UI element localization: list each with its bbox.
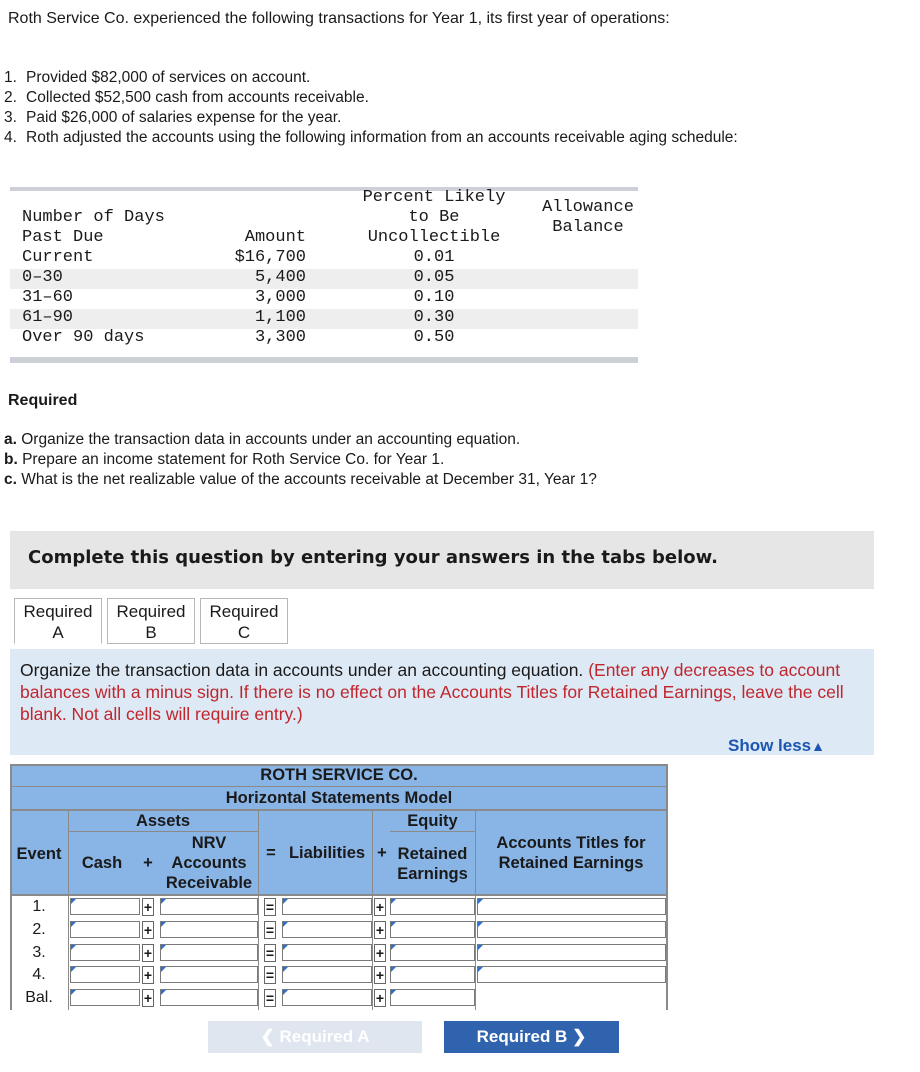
divider bbox=[390, 831, 475, 832]
equals-sign: = bbox=[265, 990, 275, 1007]
liabilities-input[interactable] bbox=[282, 898, 372, 915]
plus-sign: + bbox=[143, 899, 153, 915]
divider bbox=[10, 786, 668, 787]
cash-input[interactable] bbox=[70, 944, 140, 961]
row-shade bbox=[10, 309, 638, 329]
liabilities-input[interactable] bbox=[282, 944, 372, 961]
tab-required-b[interactable] bbox=[107, 598, 195, 644]
equals-sign: = bbox=[265, 921, 275, 938]
retained-earnings-header: Earnings bbox=[397, 865, 468, 883]
equals-sign: = bbox=[265, 899, 275, 915]
table-cell: 0.30 bbox=[413, 308, 455, 327]
plus-sign: + bbox=[143, 967, 153, 984]
plus-sign: + bbox=[375, 921, 385, 938]
nrv-accounts-receivable-input[interactable] bbox=[160, 944, 258, 961]
statements-model-table bbox=[10, 764, 668, 1010]
cash-input[interactable] bbox=[70, 921, 140, 938]
aging-schedule-table bbox=[10, 187, 638, 363]
tab-label: Required bbox=[209, 602, 279, 621]
problem-intro: Roth Service Co. experienced the following transactions for Year 1, its first year of operations: bbox=[8, 10, 670, 27]
prev-button-label: Required A bbox=[279, 1027, 370, 1046]
banner-text: Complete this question by entering your answers in the tabs below. bbox=[28, 547, 718, 568]
tab-label: Required bbox=[116, 602, 186, 621]
divider bbox=[372, 809, 373, 1010]
event-label: 2. bbox=[32, 920, 46, 938]
show-less-link[interactable] bbox=[728, 736, 825, 756]
chevron-left-icon: ❮ bbox=[260, 1027, 275, 1046]
show-less-label: Show less bbox=[728, 736, 812, 755]
liabilities-input[interactable] bbox=[282, 966, 372, 983]
event-header: Event bbox=[16, 845, 62, 863]
account-title-select[interactable] bbox=[477, 898, 666, 915]
list-item: 3. Paid $26,000 of salaries expense for the year. bbox=[4, 109, 342, 126]
next-button-label: Required B bbox=[476, 1027, 568, 1046]
instruction-main: Organize the transaction data in accounts under an accounting equation. bbox=[20, 660, 584, 680]
list-item: b. Prepare an income statement for Roth Service Co. for Year 1. bbox=[4, 451, 445, 468]
liabilities-input[interactable] bbox=[282, 989, 372, 1006]
list-item: 4. Roth adjusted the accounts using the following information from an accounts receivable aging schedule: bbox=[4, 129, 738, 146]
table-cell: 3,300 bbox=[254, 328, 306, 347]
table-cell: $16,700 bbox=[234, 248, 306, 267]
tab-required-c[interactable] bbox=[200, 598, 288, 644]
list-item: a. Organize the transaction data in accounts under an accounting equation. bbox=[4, 431, 521, 448]
event-label: 3. bbox=[32, 943, 46, 961]
nrv-header: NRV bbox=[191, 834, 227, 852]
nrv-accounts-receivable-input[interactable] bbox=[160, 921, 258, 938]
required-heading: Required bbox=[8, 392, 78, 409]
header-amount: Amount bbox=[244, 228, 306, 247]
header-percent: to Be bbox=[408, 208, 460, 227]
titles-header: Retained Earnings bbox=[498, 854, 644, 872]
table-cell: Over 90 days bbox=[22, 328, 145, 347]
table-cell: 1,100 bbox=[254, 308, 306, 327]
retained-earnings-input[interactable] bbox=[390, 898, 475, 915]
account-title-select[interactable] bbox=[477, 966, 666, 983]
account-title-select[interactable] bbox=[477, 944, 666, 961]
tab-label: Required bbox=[23, 602, 93, 621]
equity-header: Equity bbox=[407, 812, 458, 830]
cash-input[interactable] bbox=[70, 966, 140, 983]
tab-bar bbox=[14, 598, 293, 644]
plus-sign: + bbox=[143, 944, 153, 961]
retained-earnings-input[interactable] bbox=[390, 966, 475, 983]
equals-sign: = bbox=[265, 944, 275, 961]
nrv-accounts-receivable-input[interactable] bbox=[160, 966, 258, 983]
chevron-right-icon: ❯ bbox=[572, 1027, 587, 1046]
tab-label: A bbox=[52, 623, 64, 642]
plus-sign: + bbox=[375, 899, 385, 915]
nrv-accounts-receivable-input[interactable] bbox=[160, 898, 258, 915]
equals-sign: = bbox=[266, 844, 276, 862]
event-label: 4. bbox=[32, 966, 46, 984]
header-allowance: Balance bbox=[552, 218, 624, 237]
requirements-list bbox=[4, 430, 597, 490]
table-cell: 31–60 bbox=[22, 288, 74, 307]
plus-sign: + bbox=[375, 990, 385, 1007]
plus-sign: + bbox=[143, 990, 153, 1007]
assets-header: Assets bbox=[135, 812, 191, 830]
header-percent: Uncollectible bbox=[367, 228, 501, 247]
table-cell: 0.50 bbox=[413, 328, 455, 347]
instruction-note: (Enter any decreases to account balances with a minus sign. If there is no effect on the Accounts Titles for Retained Earnings, leave the cell blank. Not all cells will require entry.) bbox=[20, 660, 844, 724]
list-item: 2. Collected $52,500 cash from accounts receivable. bbox=[4, 89, 369, 106]
cash-input[interactable] bbox=[70, 989, 140, 1006]
list-item: c. What is the net realizable value of the accounts receivable at December 31, Year 1? bbox=[4, 471, 597, 488]
required-a-button[interactable] bbox=[208, 1021, 422, 1053]
header-percent: Percent Likely bbox=[362, 188, 506, 207]
divider bbox=[10, 357, 638, 363]
instruction-text bbox=[20, 659, 868, 725]
table-cell: 0.05 bbox=[413, 268, 455, 287]
table-cell: Current bbox=[22, 248, 94, 267]
retained-earnings-input[interactable] bbox=[390, 921, 475, 938]
plus-sign: + bbox=[375, 967, 385, 984]
event-label: Bal. bbox=[25, 989, 53, 1007]
liabilities-header: Liabilities bbox=[288, 844, 366, 862]
retained-earnings-header: Retained bbox=[397, 845, 468, 863]
model-title: Horizontal Statements Model bbox=[225, 789, 453, 807]
plus-sign: + bbox=[377, 844, 387, 862]
divider bbox=[68, 809, 69, 1010]
liabilities-input[interactable] bbox=[282, 921, 372, 938]
tab-required-a[interactable] bbox=[14, 598, 102, 644]
triangle-up-icon: ▲ bbox=[811, 738, 825, 754]
header-allowance: Allowance bbox=[542, 198, 634, 217]
header-days: Past Due bbox=[22, 228, 104, 247]
plus-sign: + bbox=[375, 944, 385, 961]
cash-input[interactable] bbox=[70, 898, 140, 915]
divider bbox=[10, 187, 638, 191]
table-cell: 3,000 bbox=[254, 288, 306, 307]
divider bbox=[258, 809, 259, 1010]
table-cell: 0.01 bbox=[413, 248, 455, 267]
nrv-header: Receivable bbox=[165, 874, 253, 892]
list-item: 1. Provided $82,000 of services on account. bbox=[4, 69, 311, 86]
account-title-select[interactable] bbox=[477, 921, 666, 938]
divider bbox=[10, 894, 668, 896]
equals-sign: = bbox=[265, 967, 275, 984]
plus-sign: + bbox=[143, 854, 153, 872]
table-cell: 0–30 bbox=[22, 268, 63, 287]
table-cell: 61–90 bbox=[22, 308, 74, 327]
plus-sign: + bbox=[143, 921, 153, 938]
cash-header: Cash bbox=[81, 854, 123, 872]
required-b-button[interactable] bbox=[444, 1021, 619, 1053]
header-days: Number of Days bbox=[22, 208, 165, 227]
row-shade bbox=[10, 269, 638, 289]
tab-label: C bbox=[237, 623, 251, 642]
nrv-accounts-receivable-input[interactable] bbox=[160, 989, 258, 1006]
table-cell: 5,400 bbox=[254, 268, 306, 287]
table-cell: 0.10 bbox=[413, 288, 455, 307]
transaction-list bbox=[4, 68, 738, 148]
company-name: ROTH SERVICE CO. bbox=[260, 766, 418, 784]
tab-label: B bbox=[145, 623, 157, 642]
titles-header: Accounts Titles for bbox=[496, 834, 646, 852]
instructions-banner bbox=[10, 531, 874, 589]
divider bbox=[68, 831, 258, 832]
event-label: 1. bbox=[32, 898, 46, 915]
retained-earnings-input[interactable] bbox=[390, 989, 475, 1006]
retained-earnings-input[interactable] bbox=[390, 944, 475, 961]
nrv-header: Accounts bbox=[171, 854, 247, 872]
